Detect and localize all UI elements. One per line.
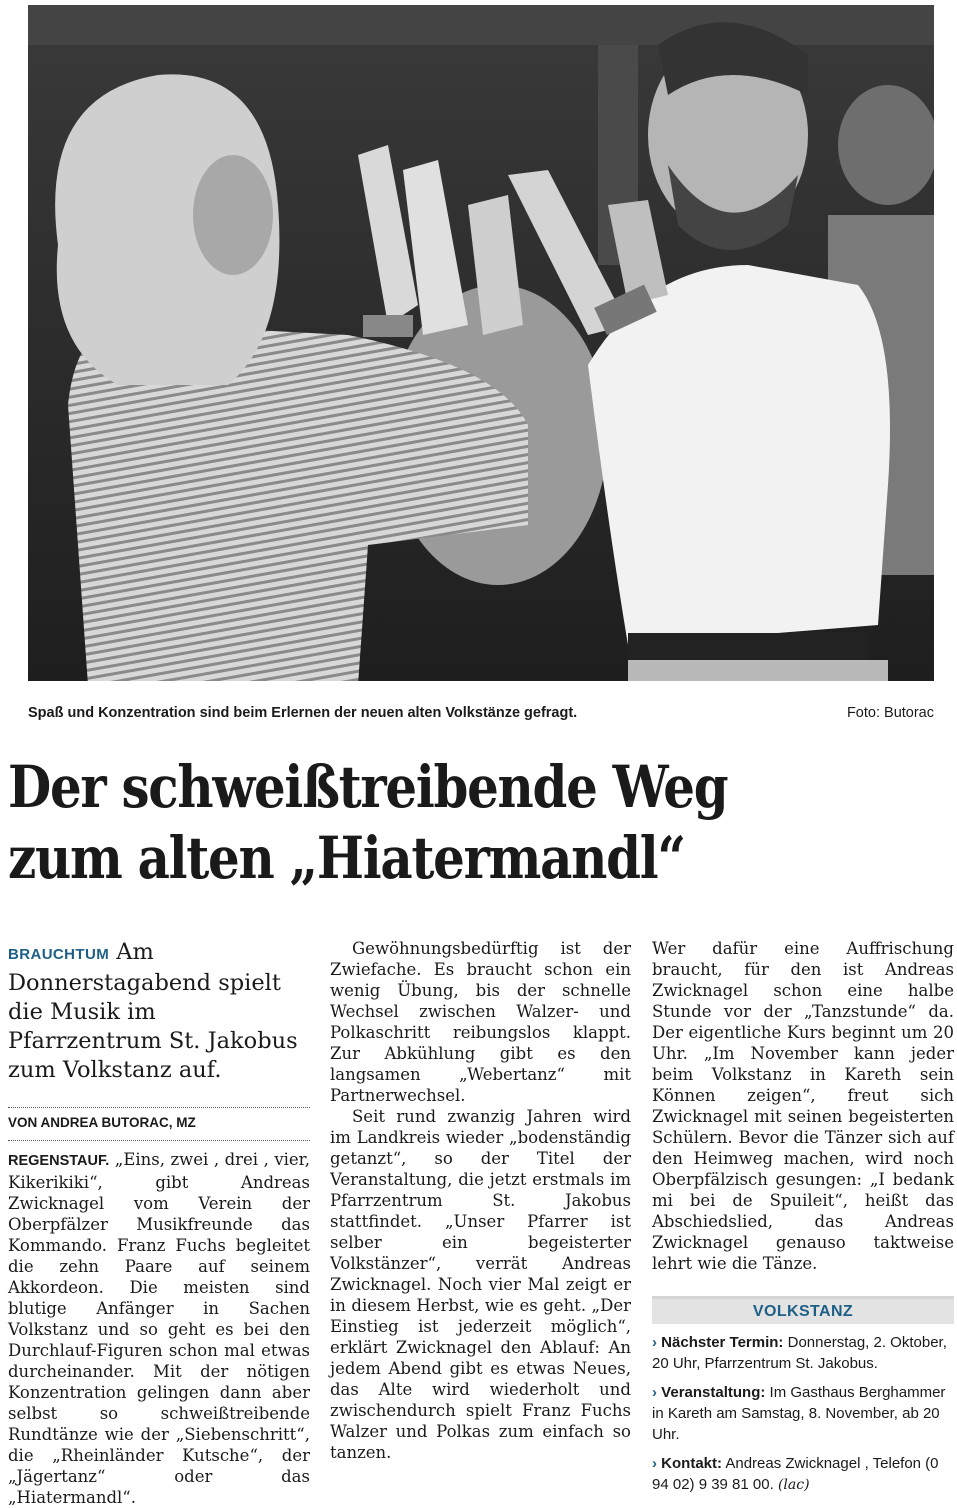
- paragraph-3: Seit rund zwanzig Jahren wird im Landkreis wieder „bodenständig getanzt“, so der Titel der Veranstaltung, die jetzt erstmals im Pfarrzentrum St. Jakobus stattfindet. „Unser Pfarrer ist selber ein begeisterter Volkstänzer“, verrät Andreas Zwicknagel. Noch vier Mal zeigt er in diesem Herbst, wie es geht. „Der Einstieg ist jederzeit möglich“, erklärt Zwicknagel den Ablauf: An jedem Abend gibt es etwas Neues, das Alte wird wiederholt und zwischendurch spielt Franz Fuchs Walzer und Polkas zum einfach so tanzen.: [330, 1107, 631, 1462]
- info-item-label: Kontakt:: [661, 1455, 722, 1472]
- info-item-event: [652, 1382, 954, 1445]
- column-2: [330, 938, 631, 1463]
- chevron-right-icon: ›: [652, 1384, 657, 1401]
- chevron-right-icon: ›: [652, 1455, 657, 1472]
- info-item-label: Veranstaltung:: [661, 1384, 766, 1401]
- chevron-right-icon: ›: [652, 1334, 657, 1351]
- dateline: REGENSTAUF.: [8, 1153, 110, 1169]
- kicker-text: Am Donnerstagabend spielt die Musik im Pfarrzentrum St. Jakobus zum Volkstanz auf.: [8, 939, 298, 1083]
- info-item-text: Donnerstag, 2. Oktober, 20 Uhr, Pfarrzentrum St. Jakobus.: [652, 1334, 947, 1372]
- info-item-contact: [652, 1453, 954, 1496]
- photo-caption-row: [28, 705, 934, 727]
- paragraph-1: [8, 1149, 310, 1508]
- author-signature: (lac): [777, 1477, 810, 1493]
- column-1: [8, 938, 310, 1508]
- kicker-label: BRAUCHTUM: [8, 946, 110, 963]
- headline-line-2: zum alten „Hiatermandl“: [8, 824, 685, 892]
- column-3: [652, 938, 954, 1504]
- info-item-text: Im Gasthaus Berghammer in Kareth am Samstag, 8. November, ab 20 Uhr.: [652, 1384, 946, 1443]
- info-box-title: VOLKSTANZ: [652, 1299, 954, 1324]
- paragraph-1-text: „Eins, zwei , drei , vier, Kikerikiki“, gibt Andreas Zwicknagel vom Verein der Oberpfälzer Musikfreunde das Kommando. Franz Fuchs begleitet die zehn Paare auf seinem Akkordeon. Die meisten sind blutige Anfänger in Sachen Volkstanz und so geht es bei den Durchlauf-Figuren schon mal etwas durcheinander. Mit der nötigen Konzentration gelingen dann aber selbst so schweißtreibende Rundtänze wie der „Siebenschritt“, die „Rheinländer Kutsche“, der „Jägertanz“ oder das „Hiatermandl“.: [8, 1150, 310, 1507]
- dancers-photo-illustration: [28, 5, 934, 681]
- photo-caption: Spaß und Konzentration sind beim Erlernen der neuen alten Volkstänze gefragt.: [28, 705, 578, 721]
- article-photo: [28, 5, 934, 681]
- photo-credit: Foto: Butorac: [846, 705, 934, 721]
- headline-line-1: Der schweißtreibende Weg: [8, 753, 728, 821]
- paragraph-2: Gewöhnungsbedürftig ist der Zwiefache. Es braucht schon ein wenig Übung, bis der schnelle Wechsel zwischen Walzer- und Polkaschritt reibungslos klappt. Zur Abkühlung gibt es den langsamen „Webertanz“ mit Partnerwechsel.: [330, 939, 631, 1105]
- headline: [8, 752, 816, 894]
- info-item-label: Nächster Termin:: [661, 1334, 784, 1351]
- kicker: [8, 938, 310, 1085]
- info-item-text: Andreas Zwicknagel , Telefon (0 94 02) 9 39 81 00.: [652, 1455, 939, 1493]
- info-item-next-date: [652, 1332, 954, 1374]
- paragraph-4-continued: Wer dafür eine Auffrischung braucht, für den ist Andreas Zwicknagel schon eine halbe Stunde vor der „Tanzstunde“ da. Der eigentliche Kurs beginnt um 20 Uhr. „Im November kann jeder beim Volkstanz in Kareth sein Können zeigen“, freut sich Zwicknagel mit seinen begeisterten Schülern. Bevor die Tänzer sich auf den Heimweg machen, wird noch Oberpfälzisch gesungen: „I bedank mi bei de Spuileit“, heißt das Abschiedslied, das Andreas Zwicknagel genauso taktweise lehrt wie die Tänze.: [652, 939, 954, 1273]
- info-box: [652, 1296, 954, 1496]
- byline: VON ANDREA BUTORAC, MZ: [8, 1107, 310, 1141]
